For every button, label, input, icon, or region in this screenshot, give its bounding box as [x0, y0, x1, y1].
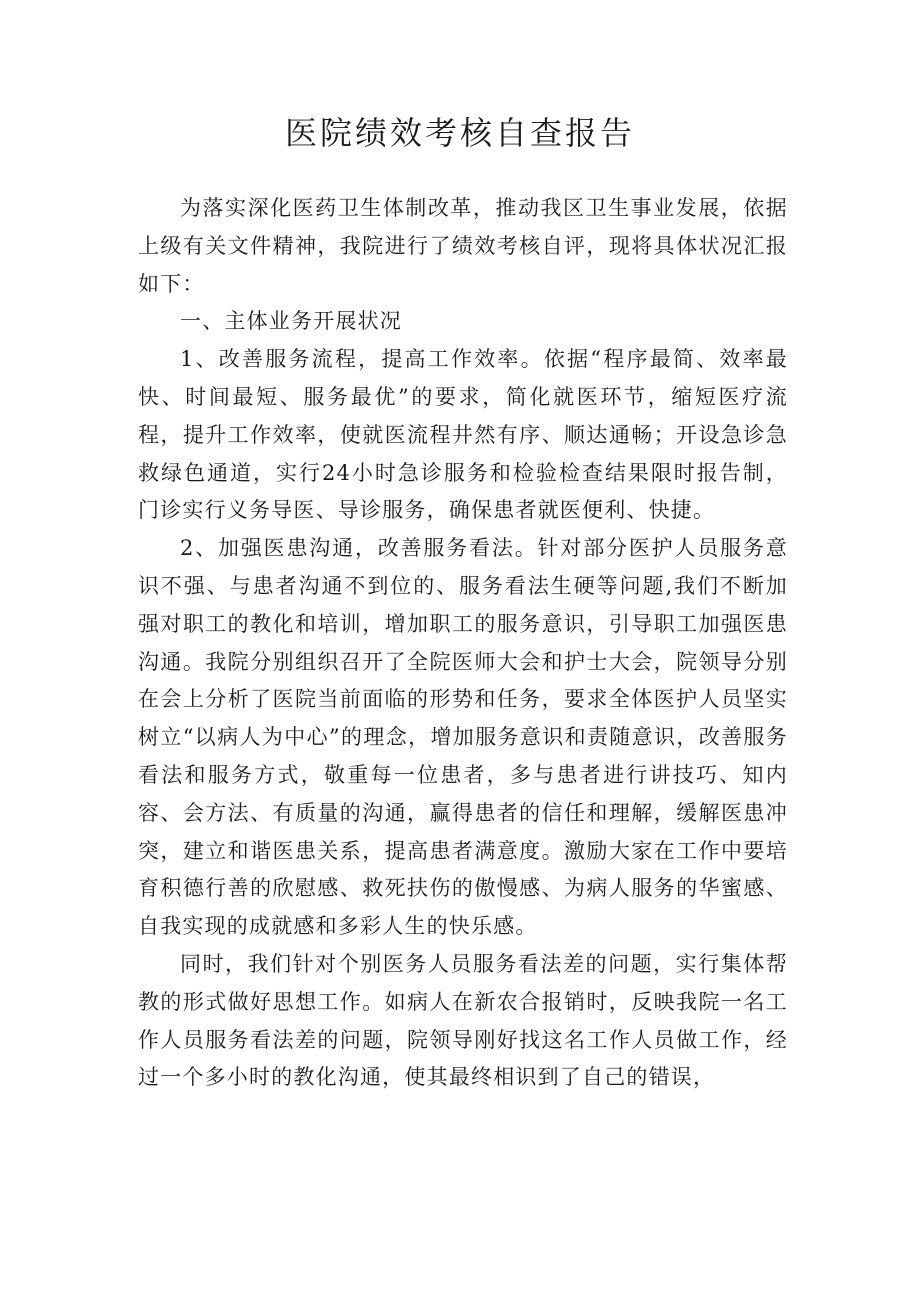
paragraph-group-education: 同时，我们针对个别医务人员服务看法差的问题，实行集体帮教的形式做好思想工作。如病人在新农合报销时，反映我院一名工作人员服务看法差的问题，院领导刚好找这名工作人员做工作，经过一个多小时的教化沟通，使其最终相识到了自己的错误， [138, 951, 788, 1090]
document-title: 医院绩效考核自查报告 [284, 114, 635, 152]
paragraph-service-process: 1、改善服务流程，提高工作效率。依据“程序最简、效率最快、时间最短、服务最优”的要求，简化就医环节，缩短医疗流程，提升工作效率，使就医流程井然有序、顺达通畅；开设急诊急救绿色通道，实行24小时急诊服务和检验检查结果限时报告制，门诊实行义务导医、导诊服务，确保患者就医便利、快捷。 [138, 347, 788, 523]
document-body [138, 190, 788, 1097]
intro-paragraph: 为落实深化医药卫生体制改革，推动我区卫生事业发展，依据上级有关文件精神，我院进行了绩效考核自评，现将具体状况汇报如下： [138, 196, 788, 296]
paragraph-doctor-patient-communication: 2、加强医患沟通，改善服务看法。针对部分医护人员服务意识不强、与患者沟通不到位的、服务看法生硬等问题,我们不断加强对职工的教化和培训，增加职工的服务意识，引导职工加强医患沟通。我院分别组织召开了全院医师大会和护士大会，院领导分别在会上分析了医院当前面临的形势和任务，要求全体医护人员坚实树立“以病人为中心”的理念，增加服务意识和责随意识，改善服务看法和服务方式，敬重每一位患者，多与患者进行讲技巧、知内容、会方法、有质量的沟通，赢得患者的信任和理解，缓解医患冲突，建立和谐医患关系，提高患者满意度。激励大家在工作中要培育积德行善的欣慰感、救死扶伤的傲慢感、为病人服务的华蜜感、自我实现的成就感和多彩人生的快乐感。 [138, 536, 788, 939]
section-heading: 一、主体业务开展状况 [180, 309, 402, 334]
